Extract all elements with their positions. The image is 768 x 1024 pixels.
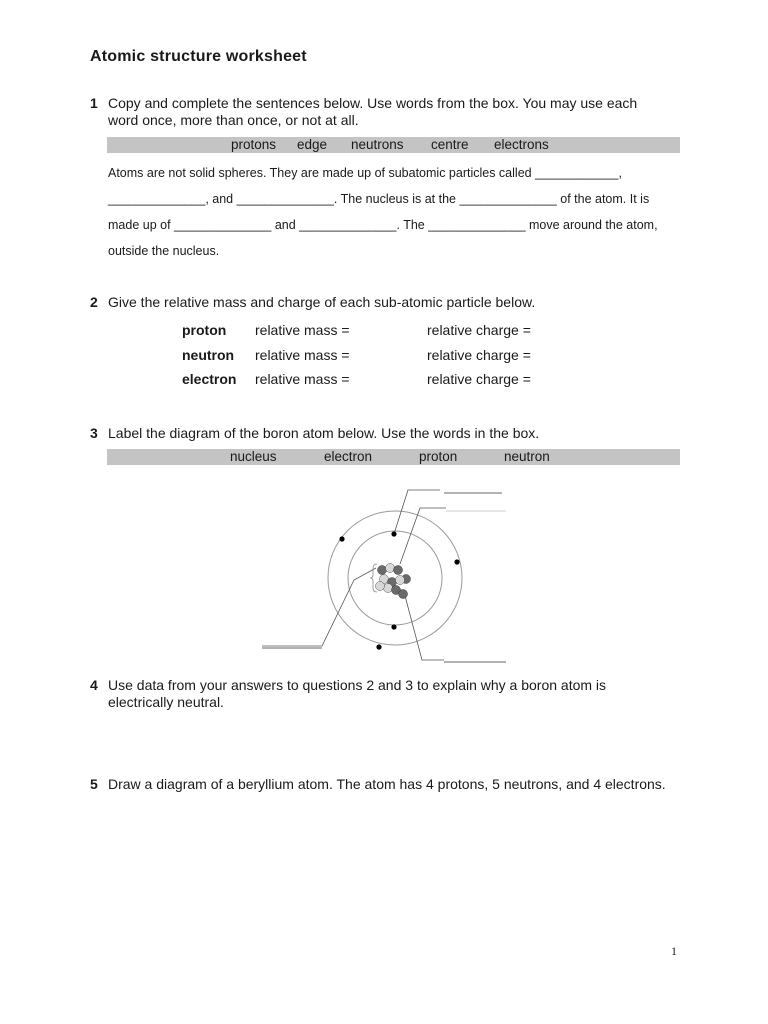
relative-mass-label: relative mass = — [255, 347, 350, 363]
word-box-item: proton — [419, 449, 458, 464]
page-number: 1 — [671, 944, 677, 958]
word-box-item: centre — [431, 137, 469, 152]
electron-dot — [339, 536, 344, 541]
question-5-text: Draw a diagram of a beryllium atom. The atom has 4 protons, 5 neutrons, and 4 electrons. — [108, 776, 666, 792]
relative-charge-label: relative charge = — [427, 371, 531, 387]
question-1-word-box — [107, 137, 680, 153]
question-1-text: Copy and complete the sentences below. Use words from the box. You may use each word once, more than once, or not at all. — [108, 95, 638, 128]
word-box-item: neutrons — [351, 137, 404, 152]
particle-name: electron — [182, 371, 237, 387]
word-box-item: protons — [231, 137, 277, 152]
label-line-neutron — [404, 592, 444, 660]
electron-dot — [391, 624, 396, 629]
page-title: Atomic structure worksheet — [90, 48, 307, 65]
word-box-item: neutron — [504, 449, 550, 464]
relative-charge-label: relative charge = — [427, 322, 531, 338]
particle-name: proton — [182, 322, 227, 338]
relative-mass-label: relative mass = — [255, 322, 350, 338]
particle-name: neutron — [182, 347, 235, 363]
nucleus — [376, 564, 411, 599]
question-3-word-box — [107, 449, 680, 465]
electron-dot — [454, 559, 459, 564]
electron-dot — [391, 531, 396, 536]
question-1-paragraph: Atoms are not solid spheres. They are made up of subatomic particles called ____________, ______________, and ______________. The nucleus is at the ______________ of the atom. It is made up of ______________ and ______________. The ______________ move around the atom, outside the nucleus. — [108, 166, 658, 258]
label-line-electron — [394, 490, 440, 534]
word-box-item: electron — [324, 449, 373, 464]
question-4-number: 4 — [90, 677, 98, 693]
label-line-proton — [400, 508, 446, 564]
inner-shell — [348, 531, 442, 625]
word-box-item: nucleus — [230, 449, 277, 464]
question-5-number: 5 — [90, 776, 98, 792]
question-3-number: 3 — [90, 425, 98, 441]
question-1-number: 1 — [90, 95, 98, 111]
electron-dot — [376, 644, 381, 649]
question-2-number: 2 — [90, 294, 98, 310]
relative-charge-label: relative charge = — [427, 347, 531, 363]
question-3-text: Label the diagram of the boron atom below. Use the words in the box. — [108, 425, 540, 441]
word-box-item: edge — [297, 137, 328, 152]
relative-mass-label: relative mass = — [255, 371, 350, 387]
question-4-text: Use data from your answers to questions 2 and 3 to explain why a boron atom is electrically neutral. — [108, 677, 607, 710]
boron-atom-diagram — [250, 480, 520, 680]
question-2-text: Give the relative mass and charge of each sub-atomic particle below. — [108, 294, 536, 310]
word-box-item: electrons — [494, 137, 549, 152]
